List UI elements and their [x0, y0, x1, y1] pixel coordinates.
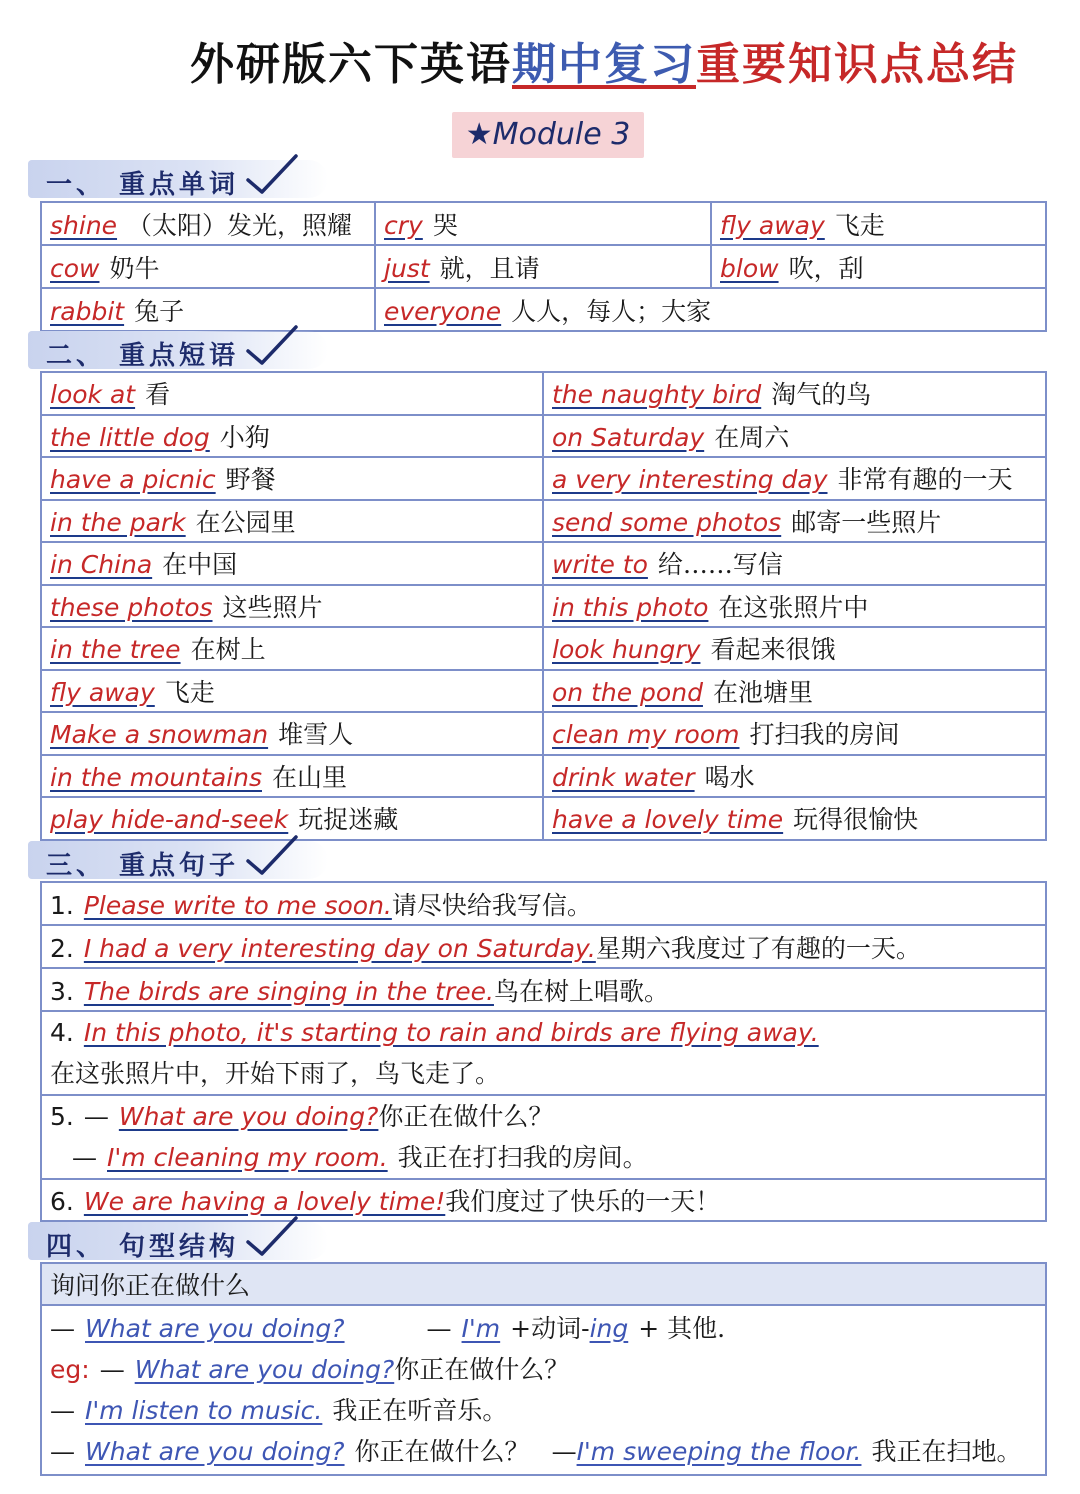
word-cell: just 就，且请 — [375, 245, 711, 288]
table-row — [41, 457, 1046, 500]
table-row — [41, 1263, 1046, 1305]
word-cell: cry 哭 — [375, 202, 711, 245]
sentence-cell: 6. We are having a lovely time!我们度过了快乐的一天！ — [41, 1179, 1046, 1221]
phrase-cell: have a picnic 野餐 — [41, 457, 543, 500]
table-row — [41, 1095, 1046, 1179]
phrase-cell: in the park 在公园里 — [41, 500, 543, 543]
table-row — [41, 202, 1046, 245]
check-icon — [244, 833, 300, 879]
sentences-table — [40, 881, 1047, 1222]
section-label: 三、 重点句子 — [46, 851, 240, 881]
word-cell: blow 吹，刮 — [711, 245, 1046, 288]
check-icon — [244, 1214, 300, 1260]
table-row — [41, 415, 1046, 458]
phrase-cell: look at 看 — [41, 372, 543, 415]
title-part-3: 重要知识点总结 — [696, 39, 1018, 90]
table-row — [41, 755, 1046, 798]
section-header-words — [28, 160, 328, 198]
phrase-cell: write to 给……写信 — [543, 542, 1046, 585]
phrase-cell: in the mountains 在山里 — [41, 755, 543, 798]
table-row — [41, 797, 1046, 840]
table-row — [41, 500, 1046, 543]
word-cell: rabbit 兔子 — [41, 288, 375, 331]
table-row — [41, 882, 1046, 925]
table-row — [41, 585, 1046, 628]
table-row — [41, 372, 1046, 415]
phrases-table — [40, 371, 1047, 841]
structure-line: — What are you doing? — I'm +动词-ing + 其他. — [50, 1314, 726, 1343]
word-cell: fly away 飞走 — [711, 202, 1046, 245]
check-icon — [244, 152, 300, 198]
phrase-cell: Make a snowman 堆雪人 — [41, 712, 543, 755]
phrase-cell: in this photo 在这张照片中 — [543, 585, 1046, 628]
word-cell: shine （太阳）发光，照耀 — [41, 202, 375, 245]
table-row — [41, 712, 1046, 755]
phrase-cell: these photos 这些照片 — [41, 585, 543, 628]
sentence-cell: 1. Please write to me soon.请尽快给我写信。 — [41, 882, 1046, 925]
phrase-cell: send some photos 邮寄一些照片 — [543, 500, 1046, 543]
sentence-cell: 2. I had a very interesting day on Saturday.星期六我度过了有趣的一天。 — [41, 925, 1046, 968]
phrase-cell: a very interesting day 非常有趣的一天 — [543, 457, 1046, 500]
section-label: 二、 重点短语 — [46, 341, 240, 371]
title-part-1: 外研版六下英语 — [190, 39, 512, 90]
table-row — [41, 1305, 1046, 1475]
section-header-structure — [28, 1222, 328, 1260]
sentence-cell: 4. In this photo, it's starting to rain and birds are flying away. 在这张照片中，开始下雨了，鸟飞走了。 — [41, 1011, 1046, 1095]
page-title — [190, 28, 1050, 92]
phrase-cell: the little dog 小狗 — [41, 415, 543, 458]
section-label: 四、 句型结构 — [46, 1232, 240, 1262]
structure-table — [40, 1262, 1047, 1476]
structure-header: 询问你正在做什么 — [41, 1263, 1046, 1305]
phrase-cell: clean my room 打扫我的房间 — [543, 712, 1046, 755]
structure-line: — What are you doing? 你正在做什么？ —I'm sweeping the floor. 我正在扫地。 — [50, 1437, 1022, 1466]
table-row — [41, 288, 1046, 331]
table-row — [41, 670, 1046, 713]
phrase-cell: have a lovely time 玩得很愉快 — [543, 797, 1046, 840]
section-header-phrases — [28, 331, 328, 369]
phrase-cell: in China 在中国 — [41, 542, 543, 585]
section-header-sentences — [28, 841, 328, 879]
check-icon — [244, 323, 300, 369]
phrase-cell: the naughty bird 淘气的鸟 — [543, 372, 1046, 415]
table-row — [41, 542, 1046, 585]
phrase-cell: fly away 飞走 — [41, 670, 543, 713]
table-row — [41, 925, 1046, 968]
table-row — [41, 1011, 1046, 1095]
table-row — [41, 1179, 1046, 1221]
phrase-cell: drink water 喝水 — [543, 755, 1046, 798]
sentence-cell: 3. The birds are singing in the tree.鸟在树上唱歌。 — [41, 968, 1046, 1011]
phrase-cell: play hide-and-seek 玩捉迷藏 — [41, 797, 543, 840]
word-cell: everyone 人人，每人；大家 — [375, 288, 1046, 331]
title-part-2: 期中复习 — [512, 39, 696, 90]
table-row — [41, 627, 1046, 670]
phrase-cell: look hungry 看起来很饿 — [543, 627, 1046, 670]
phrase-cell: on Saturday 在周六 — [543, 415, 1046, 458]
structure-line: eg: — What are you doing?你正在做什么？ — [50, 1355, 570, 1384]
table-row — [41, 245, 1046, 288]
sentence-cell: 5. — What are you doing?你正在做什么？ — I'm cleaning my room. 我正在打扫我的房间。 — [41, 1095, 1046, 1179]
word-cell: cow 奶牛 — [41, 245, 375, 288]
phrase-cell: in the tree 在树上 — [41, 627, 543, 670]
phrase-cell: on the pond 在池塘里 — [543, 670, 1046, 713]
words-table — [40, 201, 1047, 332]
structure-line: — I'm listen to music. 我正在听音乐。 — [50, 1396, 508, 1425]
table-row — [41, 968, 1046, 1011]
section-label: 一、 重点单词 — [46, 170, 240, 200]
module-badge: ★Module 3 — [452, 112, 644, 158]
structure-body — [41, 1305, 1046, 1475]
